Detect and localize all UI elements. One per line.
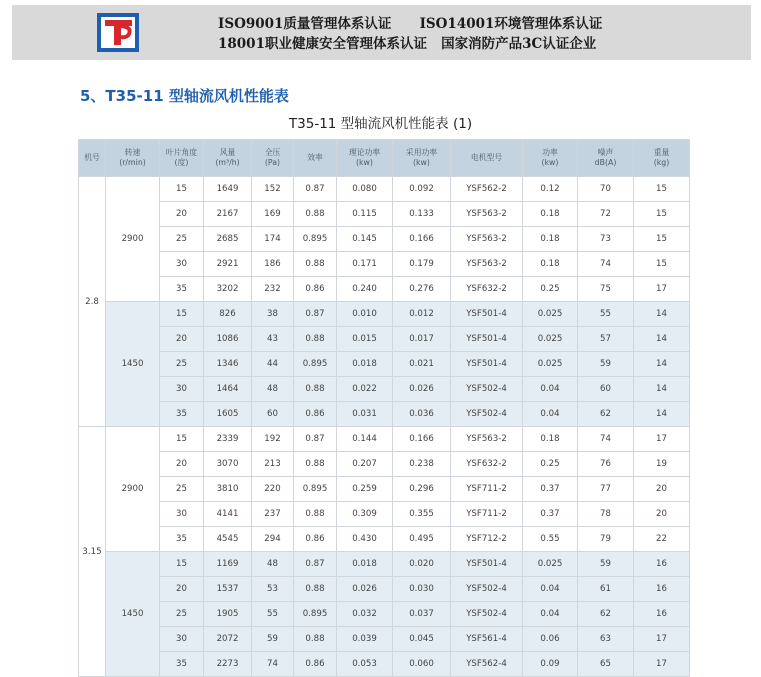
table-cell: 15 bbox=[160, 552, 204, 577]
table-row bbox=[79, 177, 690, 202]
table-cell: 55 bbox=[252, 602, 294, 627]
table-row bbox=[79, 302, 690, 327]
table-cell: 20 bbox=[160, 202, 204, 227]
table-cell: 0.053 bbox=[337, 652, 393, 677]
table-cell: 0.026 bbox=[393, 377, 451, 402]
speed-cell: 2900 bbox=[106, 427, 160, 552]
table-cell: 0.09 bbox=[523, 652, 578, 677]
table-cell: 20 bbox=[634, 502, 690, 527]
table-cell: 35 bbox=[160, 277, 204, 302]
table-cell: 0.55 bbox=[523, 527, 578, 552]
table-cell: 0.021 bbox=[393, 352, 451, 377]
table-cell: 0.145 bbox=[337, 227, 393, 252]
speed-cell: 1450 bbox=[106, 552, 160, 677]
table-row bbox=[79, 377, 690, 402]
table-cell: 220 bbox=[252, 477, 294, 502]
table-cell: YSF632-2 bbox=[451, 277, 523, 302]
table-cell: 48 bbox=[252, 377, 294, 402]
table-cell: 55 bbox=[578, 302, 634, 327]
table-cell: 74 bbox=[252, 652, 294, 677]
machine-number-cell: 3.15 bbox=[79, 427, 106, 677]
table-cell: 17 bbox=[634, 427, 690, 452]
table-cell: 0.87 bbox=[294, 552, 337, 577]
column-header: 全压 (Pa) bbox=[252, 140, 294, 177]
performance-table bbox=[78, 139, 690, 677]
column-header: 采用功率 (kw) bbox=[393, 140, 451, 177]
table-cell: 16 bbox=[634, 577, 690, 602]
table-cell: 0.115 bbox=[337, 202, 393, 227]
machine-number-cell: 2.8 bbox=[79, 177, 106, 427]
table-cell: YSF711-2 bbox=[451, 502, 523, 527]
column-header: 叶片角度 (度) bbox=[160, 140, 204, 177]
table-cell: 0.144 bbox=[337, 427, 393, 452]
table-cell: 0.88 bbox=[294, 627, 337, 652]
table-cell: 22 bbox=[634, 527, 690, 552]
table-cell: 14 bbox=[634, 377, 690, 402]
table-header-row bbox=[79, 140, 690, 177]
table-cell: 0.012 bbox=[393, 302, 451, 327]
table-cell: 0.037 bbox=[393, 602, 451, 627]
table-cell: 2072 bbox=[204, 627, 252, 652]
table-cell: 0.12 bbox=[523, 177, 578, 202]
table-cell: 0.015 bbox=[337, 327, 393, 352]
table-cell: 15 bbox=[160, 177, 204, 202]
table-cell: 20 bbox=[160, 452, 204, 477]
table-cell: 2685 bbox=[204, 227, 252, 252]
table-cell: 1464 bbox=[204, 377, 252, 402]
table-cell: YSF501-4 bbox=[451, 302, 523, 327]
table-cell: 0.017 bbox=[393, 327, 451, 352]
table-cell: 25 bbox=[160, 477, 204, 502]
table-cell: YSF563-2 bbox=[451, 227, 523, 252]
table-cell: 1905 bbox=[204, 602, 252, 627]
table-cell: 0.133 bbox=[393, 202, 451, 227]
table-cell: 60 bbox=[578, 377, 634, 402]
table-cell: 0.276 bbox=[393, 277, 451, 302]
certification-text bbox=[218, 14, 602, 54]
table-cell: 0.030 bbox=[393, 577, 451, 602]
table-row bbox=[79, 527, 690, 552]
table-cell: 0.86 bbox=[294, 652, 337, 677]
speed-cell: 2900 bbox=[106, 177, 160, 302]
table-cell: 192 bbox=[252, 427, 294, 452]
table-cell: 0.296 bbox=[393, 477, 451, 502]
table-cell: 0.04 bbox=[523, 577, 578, 602]
table-cell: YSF563-2 bbox=[451, 202, 523, 227]
table-cell: 53 bbox=[252, 577, 294, 602]
table-cell: 0.022 bbox=[337, 377, 393, 402]
table-cell: 0.171 bbox=[337, 252, 393, 277]
table-cell: 0.87 bbox=[294, 177, 337, 202]
table-title: T35-11 型轴流风机性能表 (1) bbox=[288, 116, 473, 132]
table-cell: YSF502-4 bbox=[451, 377, 523, 402]
table-cell: 0.88 bbox=[294, 502, 337, 527]
table-cell: 38 bbox=[252, 302, 294, 327]
table-cell: YSF502-4 bbox=[451, 602, 523, 627]
column-header: 电机型号 bbox=[451, 140, 523, 177]
table-cell: 0.025 bbox=[523, 352, 578, 377]
table-row bbox=[79, 427, 690, 452]
table-row bbox=[79, 327, 690, 352]
table-cell: 0.37 bbox=[523, 502, 578, 527]
table-cell: 48 bbox=[252, 552, 294, 577]
table-cell: 15 bbox=[160, 302, 204, 327]
table-cell: 0.010 bbox=[337, 302, 393, 327]
table-row bbox=[79, 452, 690, 477]
table-cell: 826 bbox=[204, 302, 252, 327]
table-cell: 79 bbox=[578, 527, 634, 552]
table-cell: 25 bbox=[160, 602, 204, 627]
table-cell: 0.020 bbox=[393, 552, 451, 577]
table-cell: 30 bbox=[160, 502, 204, 527]
table-cell: 14 bbox=[634, 302, 690, 327]
table-cell: 0.259 bbox=[337, 477, 393, 502]
table-cell: 72 bbox=[578, 202, 634, 227]
table-body bbox=[79, 177, 690, 677]
table-cell: 0.87 bbox=[294, 302, 337, 327]
table-cell: 0.166 bbox=[393, 427, 451, 452]
table-cell: 0.355 bbox=[393, 502, 451, 527]
table-cell: YSF563-2 bbox=[451, 427, 523, 452]
table-cell: 14 bbox=[634, 352, 690, 377]
table-cell: 57 bbox=[578, 327, 634, 352]
table-cell: 0.86 bbox=[294, 277, 337, 302]
table-cell: 0.495 bbox=[393, 527, 451, 552]
table-cell: 0.88 bbox=[294, 327, 337, 352]
cert-line-2: 18001职业健康安全管理体系认证 国家消防产品3C认证企业 bbox=[218, 36, 597, 52]
table-cell: 186 bbox=[252, 252, 294, 277]
table-cell: 2339 bbox=[204, 427, 252, 452]
table-cell: 0.207 bbox=[337, 452, 393, 477]
table-cell: 61 bbox=[578, 577, 634, 602]
table-cell: 0.86 bbox=[294, 527, 337, 552]
table-cell: 44 bbox=[252, 352, 294, 377]
table-cell: 14 bbox=[634, 402, 690, 427]
table-cell: YSF501-4 bbox=[451, 327, 523, 352]
column-header: 风量 (m³/h) bbox=[204, 140, 252, 177]
table-cell: 17 bbox=[634, 627, 690, 652]
table-cell: 0.86 bbox=[294, 402, 337, 427]
table-cell: 4545 bbox=[204, 527, 252, 552]
table-cell: 19 bbox=[634, 452, 690, 477]
table-cell: 0.04 bbox=[523, 402, 578, 427]
table-row bbox=[79, 577, 690, 602]
table-cell: 0.895 bbox=[294, 477, 337, 502]
table-cell: 0.895 bbox=[294, 352, 337, 377]
table-cell: 0.37 bbox=[523, 477, 578, 502]
table-cell: YSF501-4 bbox=[451, 352, 523, 377]
table-cell: 30 bbox=[160, 377, 204, 402]
table-cell: YSF502-4 bbox=[451, 402, 523, 427]
cert-line-1: ISO9001质量管理体系认证 ISO14001环境管理体系认证 bbox=[218, 16, 603, 32]
table-cell: 0.080 bbox=[337, 177, 393, 202]
table-cell: 1169 bbox=[204, 552, 252, 577]
table-row bbox=[79, 202, 690, 227]
table-cell: 15 bbox=[634, 252, 690, 277]
table-cell: 0.026 bbox=[337, 577, 393, 602]
table-cell: 232 bbox=[252, 277, 294, 302]
table-row bbox=[79, 627, 690, 652]
table-cell: YSF632-2 bbox=[451, 452, 523, 477]
table-cell: 0.18 bbox=[523, 202, 578, 227]
table-cell: 60 bbox=[252, 402, 294, 427]
table-cell: 0.895 bbox=[294, 227, 337, 252]
table-cell: 1649 bbox=[204, 177, 252, 202]
table-cell: 0.88 bbox=[294, 202, 337, 227]
column-header: 理论功率 (kw) bbox=[337, 140, 393, 177]
table-cell: 25 bbox=[160, 227, 204, 252]
table-cell: YSF502-4 bbox=[451, 577, 523, 602]
table-cell: 0.025 bbox=[523, 327, 578, 352]
table-cell: 78 bbox=[578, 502, 634, 527]
table-cell: 3810 bbox=[204, 477, 252, 502]
table-cell: 3070 bbox=[204, 452, 252, 477]
table-cell: 65 bbox=[578, 652, 634, 677]
table-cell: 0.04 bbox=[523, 602, 578, 627]
table-row bbox=[79, 602, 690, 627]
table-cell: 35 bbox=[160, 652, 204, 677]
table-cell: 0.88 bbox=[294, 252, 337, 277]
table-cell: 0.018 bbox=[337, 352, 393, 377]
table-cell: 0.88 bbox=[294, 577, 337, 602]
column-header: 效率 bbox=[294, 140, 337, 177]
table-cell: 0.092 bbox=[393, 177, 451, 202]
table-cell: 174 bbox=[252, 227, 294, 252]
table-cell: YSF562-4 bbox=[451, 652, 523, 677]
table-cell: 20 bbox=[160, 577, 204, 602]
table-row bbox=[79, 252, 690, 277]
table-cell: 0.031 bbox=[337, 402, 393, 427]
table-cell: YSF712-2 bbox=[451, 527, 523, 552]
table-cell: 0.036 bbox=[393, 402, 451, 427]
table-cell: 1605 bbox=[204, 402, 252, 427]
table-cell: 16 bbox=[634, 552, 690, 577]
table-cell: 0.166 bbox=[393, 227, 451, 252]
table-cell: 0.240 bbox=[337, 277, 393, 302]
table-cell: 70 bbox=[578, 177, 634, 202]
table-cell: 2167 bbox=[204, 202, 252, 227]
table-cell: 2921 bbox=[204, 252, 252, 277]
table-cell: 15 bbox=[160, 427, 204, 452]
table-cell: 30 bbox=[160, 252, 204, 277]
table-cell: 74 bbox=[578, 427, 634, 452]
table-cell: 0.309 bbox=[337, 502, 393, 527]
table-cell: 77 bbox=[578, 477, 634, 502]
table-cell: 0.025 bbox=[523, 552, 578, 577]
table-cell: 14 bbox=[634, 327, 690, 352]
table-row bbox=[79, 402, 690, 427]
table-cell: 152 bbox=[252, 177, 294, 202]
table-cell: 15 bbox=[634, 227, 690, 252]
table-cell: 17 bbox=[634, 277, 690, 302]
table-cell: 0.045 bbox=[393, 627, 451, 652]
table-cell: YSF501-4 bbox=[451, 552, 523, 577]
table-cell: 59 bbox=[578, 352, 634, 377]
column-header: 功率 (kw) bbox=[523, 140, 578, 177]
table-row bbox=[79, 277, 690, 302]
table-cell: 0.179 bbox=[393, 252, 451, 277]
table-row bbox=[79, 502, 690, 527]
table-row bbox=[79, 352, 690, 377]
table-cell: 43 bbox=[252, 327, 294, 352]
table-cell: 3202 bbox=[204, 277, 252, 302]
table-cell: 0.25 bbox=[523, 277, 578, 302]
column-header: 重量 (kg) bbox=[634, 140, 690, 177]
table-cell: 0.018 bbox=[337, 552, 393, 577]
table-cell: 237 bbox=[252, 502, 294, 527]
table-cell: 15 bbox=[634, 177, 690, 202]
table-cell: 35 bbox=[160, 527, 204, 552]
table-cell: 0.25 bbox=[523, 452, 578, 477]
table-cell: 20 bbox=[160, 327, 204, 352]
speed-cell: 1450 bbox=[106, 302, 160, 427]
column-header: 噪声 dB(A) bbox=[578, 140, 634, 177]
table-cell: 0.87 bbox=[294, 427, 337, 452]
table-cell: 0.895 bbox=[294, 602, 337, 627]
table-cell: 0.18 bbox=[523, 252, 578, 277]
table-cell: 74 bbox=[578, 252, 634, 277]
table-cell: 0.06 bbox=[523, 627, 578, 652]
table-cell: 62 bbox=[578, 602, 634, 627]
table-cell: 0.18 bbox=[523, 427, 578, 452]
company-logo-icon bbox=[96, 12, 140, 53]
table-cell: 73 bbox=[578, 227, 634, 252]
table-cell: 0.88 bbox=[294, 377, 337, 402]
table-cell: 16 bbox=[634, 602, 690, 627]
table-row bbox=[79, 477, 690, 502]
table-cell: 1086 bbox=[204, 327, 252, 352]
table-cell: 0.238 bbox=[393, 452, 451, 477]
table-cell: 59 bbox=[252, 627, 294, 652]
table-cell: 0.430 bbox=[337, 527, 393, 552]
section-title: 5、T35-11 型轴流风机性能表 bbox=[80, 87, 289, 105]
table-cell: 0.025 bbox=[523, 302, 578, 327]
table-cell: 2273 bbox=[204, 652, 252, 677]
table-cell: 0.060 bbox=[393, 652, 451, 677]
table-cell: 20 bbox=[634, 477, 690, 502]
table-cell: 25 bbox=[160, 352, 204, 377]
table-cell: 62 bbox=[578, 402, 634, 427]
table-cell: 59 bbox=[578, 552, 634, 577]
table-cell: YSF562-2 bbox=[451, 177, 523, 202]
table-cell: 15 bbox=[634, 202, 690, 227]
table-row bbox=[79, 227, 690, 252]
table-cell: YSF563-2 bbox=[451, 252, 523, 277]
table-cell: 0.88 bbox=[294, 452, 337, 477]
table-cell: 17 bbox=[634, 652, 690, 677]
table-cell: 63 bbox=[578, 627, 634, 652]
table-row bbox=[79, 552, 690, 577]
table-cell: 0.04 bbox=[523, 377, 578, 402]
table-cell: 213 bbox=[252, 452, 294, 477]
table-cell: YSF561-4 bbox=[451, 627, 523, 652]
table-cell: 169 bbox=[252, 202, 294, 227]
table-cell: 0.039 bbox=[337, 627, 393, 652]
table-cell: 76 bbox=[578, 452, 634, 477]
table-cell: 1346 bbox=[204, 352, 252, 377]
certification-banner bbox=[12, 5, 751, 60]
table-cell: 30 bbox=[160, 627, 204, 652]
table-cell: 35 bbox=[160, 402, 204, 427]
table-cell: 1537 bbox=[204, 577, 252, 602]
table-cell: 4141 bbox=[204, 502, 252, 527]
table-cell: 0.18 bbox=[523, 227, 578, 252]
table-cell: 0.032 bbox=[337, 602, 393, 627]
column-header: 机号 bbox=[79, 140, 106, 177]
column-header: 转速 (r/min) bbox=[106, 140, 160, 177]
table-cell: YSF711-2 bbox=[451, 477, 523, 502]
table-cell: 294 bbox=[252, 527, 294, 552]
table-cell: 75 bbox=[578, 277, 634, 302]
